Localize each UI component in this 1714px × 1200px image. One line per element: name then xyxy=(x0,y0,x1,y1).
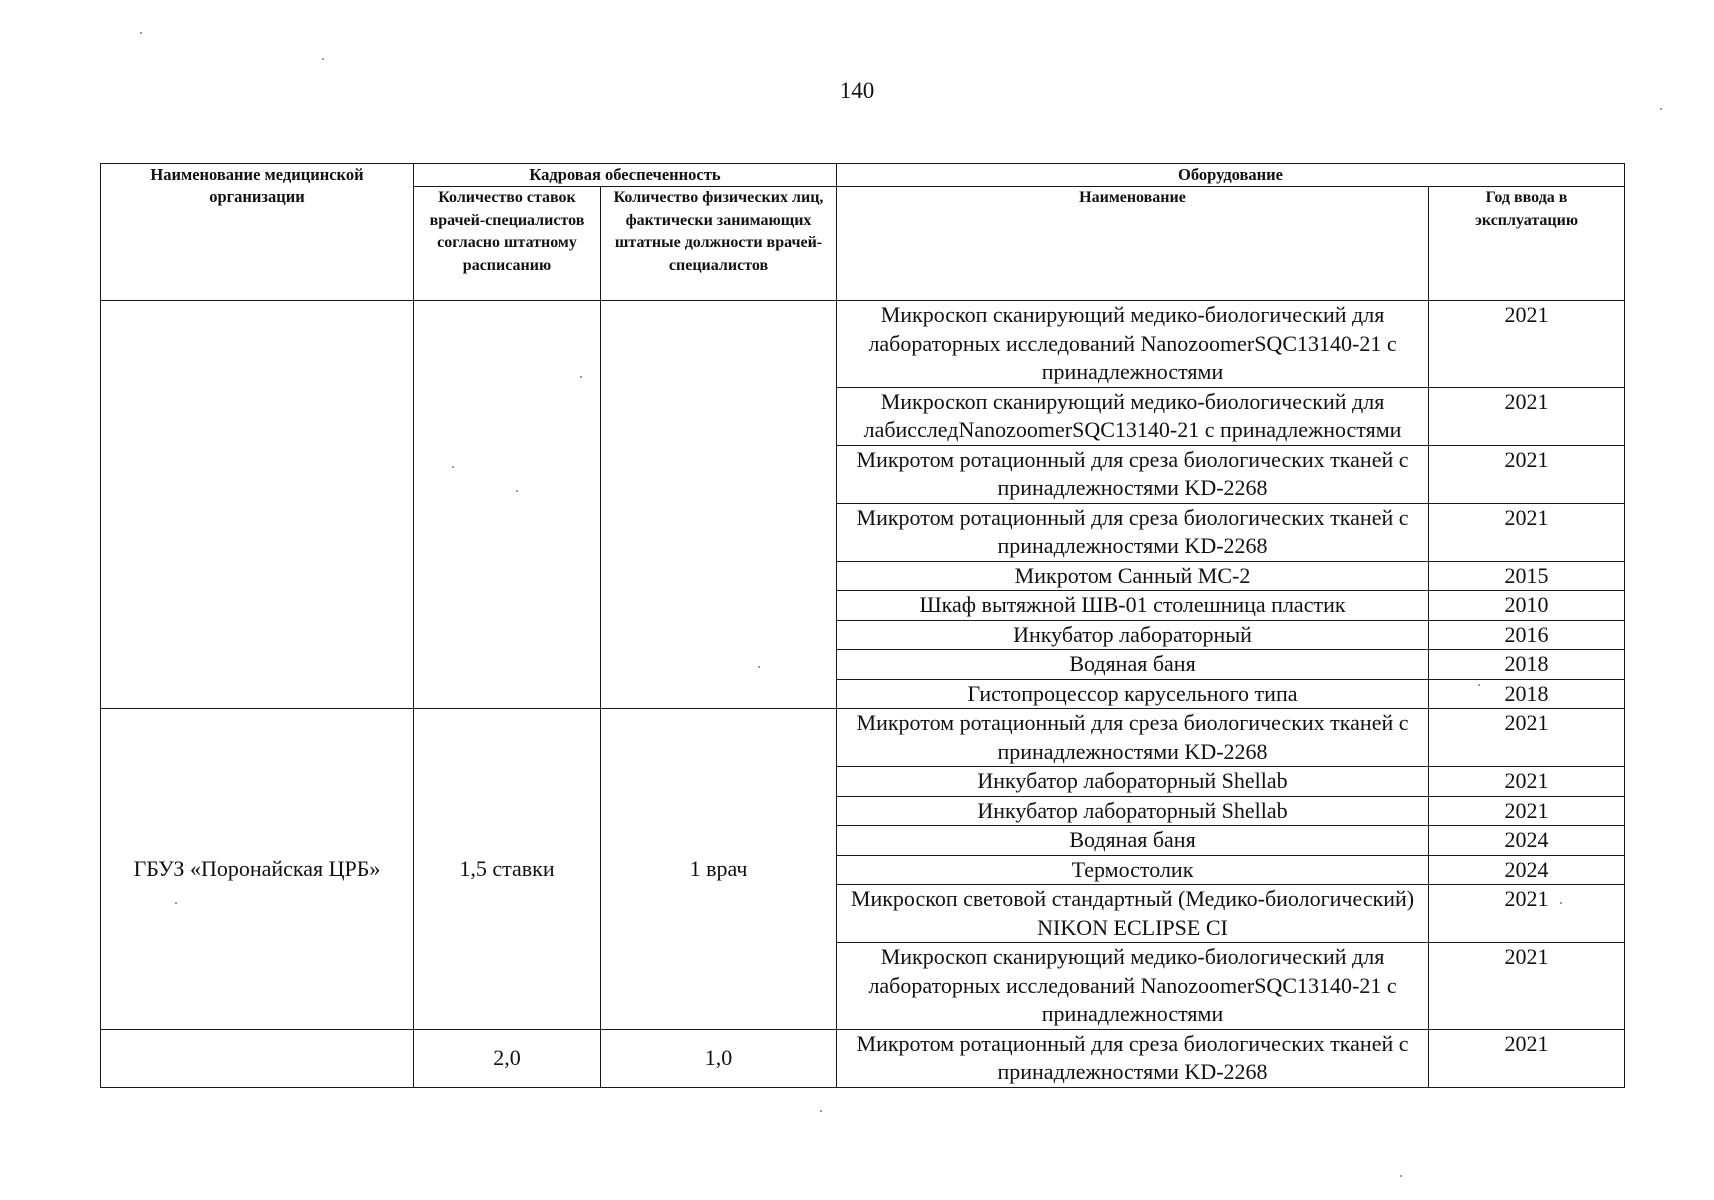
equipment-year-cell: 2024 xyxy=(1429,826,1625,856)
positions-cell: 1,5 ставки xyxy=(414,709,601,1030)
equipment-year-cell: 2021 xyxy=(1429,445,1625,503)
equipment-name-cell: Водяная баня xyxy=(837,650,1429,680)
organization-cell xyxy=(101,1029,414,1087)
equipment-name-cell: Микроскоп сканирующий медико-биологический для лабораторных исследований NanozoomerSQC13140-21 с принадлежностями xyxy=(837,301,1429,388)
equipment-name-cell: Инкубатор лабораторный Shellab xyxy=(837,767,1429,797)
header-organization: Наименование медицинской организации xyxy=(101,164,414,301)
equipment-year-cell: 2021 xyxy=(1429,885,1625,943)
equipment-name-cell: Микротом ротационный для среза биологических тканей с принадлежностями KD-2268 xyxy=(837,1029,1429,1087)
header-positions: Количество ставок врачей-специалистов согласно штатному расписанию xyxy=(414,187,601,301)
equipment-name-cell: Водяная баня xyxy=(837,826,1429,856)
equipment-name-cell: Термостолик xyxy=(837,855,1429,885)
equipment-year-cell: 2024 xyxy=(1429,855,1625,885)
equipment-name-cell: Шкаф вытяжной ШВ-01 столешница пластик xyxy=(837,591,1429,621)
organization-cell: ГБУЗ «Поронайская ЦРБ» xyxy=(101,709,414,1030)
persons-cell xyxy=(601,301,837,709)
equipment-year-cell: 2021 xyxy=(1429,503,1625,561)
equipment-name-cell: Микротом ротационный для среза биологических тканей с принадлежностями KD-2268 xyxy=(837,503,1429,561)
page-number: 140 xyxy=(839,78,875,103)
positions-cell xyxy=(414,301,601,709)
equipment-year-cell: 2010 xyxy=(1429,591,1625,621)
header-equipment-name: Наименование xyxy=(837,187,1429,301)
equipment-year-cell: 2018 xyxy=(1429,679,1625,709)
equipment-name-cell: Микроскоп световой стандартный (Медико-биологический) NIKON ECLIPSE CI xyxy=(837,885,1429,943)
equipment-name-cell: Инкубатор лабораторный Shellab xyxy=(837,796,1429,826)
equipment-table xyxy=(100,163,1625,1088)
equipment-year-cell: 2021 xyxy=(1429,709,1625,767)
equipment-year-cell: 2016 xyxy=(1429,620,1625,650)
persons-cell: 1,0 xyxy=(601,1029,837,1087)
header-staffing: Кадровая обеспеченность xyxy=(414,164,837,187)
equipment-year-cell: 2021 xyxy=(1429,767,1625,797)
equipment-name-cell: Микроскоп сканирующий медико-биологический для лабисследNanozoomerSQC13140-21 с принадлежностями xyxy=(837,387,1429,445)
header-persons: Количество физических лиц, фактически занимающих штатные должности врачей-специалистов xyxy=(601,187,837,301)
equipment-name-cell: Микроскоп сканирующий медико-биологический для лабораторных исследований NanozoomerSQC13140-21 с принадлежностями xyxy=(837,943,1429,1030)
equipment-year-cell: 2021 xyxy=(1429,943,1625,1030)
equipment-year-cell: 2021 xyxy=(1429,796,1625,826)
table-row xyxy=(101,301,1625,388)
equipment-name-cell: Микротом Санный МС-2 xyxy=(837,561,1429,591)
positions-cell: 2,0 xyxy=(414,1029,601,1087)
header-row-top xyxy=(101,164,1625,187)
equipment-year-cell: 2018 xyxy=(1429,650,1625,680)
header-equipment: Оборудование xyxy=(837,164,1625,187)
equipment-name-cell: Гистопроцессор карусельного типа xyxy=(837,679,1429,709)
equipment-year-cell: 2021 xyxy=(1429,301,1625,388)
organization-cell xyxy=(101,301,414,709)
equipment-year-cell: 2021 xyxy=(1429,1029,1625,1087)
table-row xyxy=(101,1029,1625,1087)
equipment-name-cell: Микротом ротационный для среза биологических тканей с принадлежностями KD-2268 xyxy=(837,445,1429,503)
equipment-name-cell: Микротом ротационный для среза биологических тканей с принадлежностями KD-2268 xyxy=(837,709,1429,767)
header-year: Год ввода в эксплуатацию xyxy=(1429,187,1625,301)
equipment-name-cell: Инкубатор лабораторный xyxy=(837,620,1429,650)
equipment-year-cell: 2015 xyxy=(1429,561,1625,591)
persons-cell: 1 врач xyxy=(601,709,837,1030)
table-row xyxy=(101,709,1625,767)
equipment-year-cell: 2021 xyxy=(1429,387,1625,445)
